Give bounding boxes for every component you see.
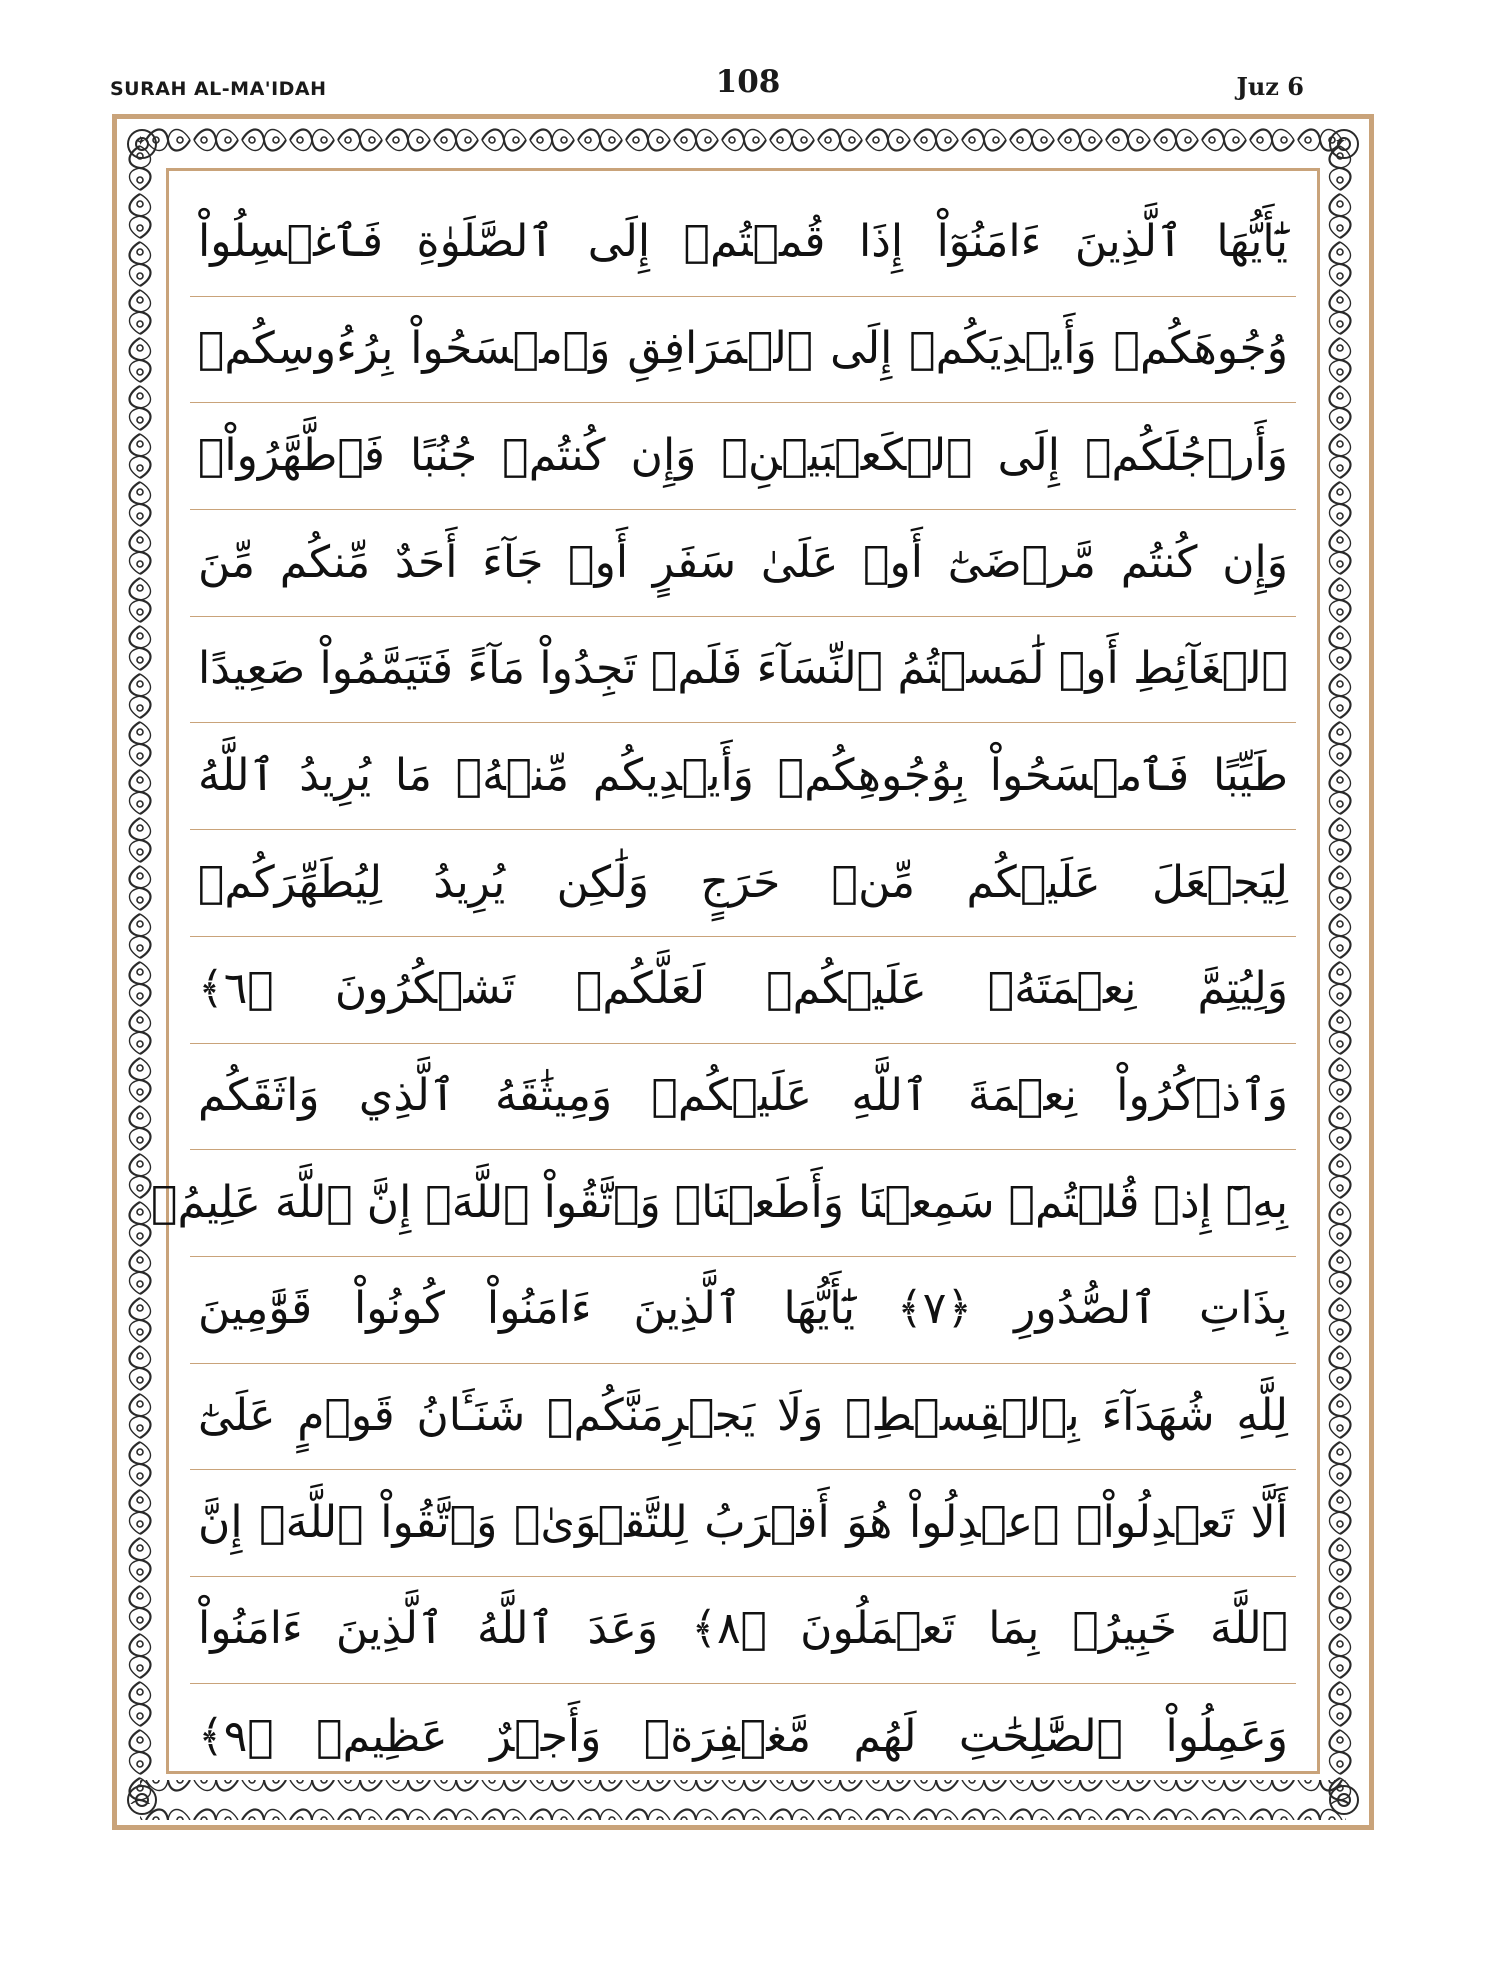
text-line <box>190 1044 1296 1151</box>
text-line <box>190 617 1296 724</box>
line-text: وَٱذۡكُرُواْ نِعۡمَةَ ٱللَّهِ عَلَيۡكُمۡ وَمِيثَٰقَهُ ٱلَّذِي وَاثَقَكُم <box>198 1069 1288 1121</box>
line-text: يَٰٓأَيُّهَا ٱلَّذِينَ ءَامَنُوٓاْ إِذَا قُمۡتُمۡ إِلَى ٱلصَّلَوٰةِ فَٱغۡسِلُواْ <box>198 216 1288 268</box>
line-text: وَأَرۡجُلَكُمۡ إِلَى ٱلۡكَعۡبَيۡنِۚ وَإِن كُنتُمۡ جُنُبًا فَٱطَّهَّرُواْۚ <box>198 429 1288 481</box>
text-line <box>190 830 1296 937</box>
line-text: وُجُوهَكُمۡ وَأَيۡدِيَكُمۡ إِلَى ٱلۡمَرَافِقِ وَٱمۡسَحُواْ بِرُءُوسِكُمۡ <box>198 323 1288 375</box>
text-line <box>190 937 1296 1044</box>
line-text: بِهِۦٓ إِذۡ قُلۡتُمۡ سَمِعۡنَا وَأَطَعۡنَاۖ وَٱتَّقُواْ ٱللَّهَۚ إِنَّ ٱللَّهَ عَلِيمُۢ <box>151 1176 1288 1228</box>
text-line <box>190 510 1296 617</box>
text-line <box>151 1150 1296 1257</box>
quran-text-block <box>151 190 1296 1790</box>
page-number: 108 <box>715 64 781 100</box>
line-text: ٱللَّهَ خَبِيرُۢ بِمَا تَعۡمَلُونَ ﴿٨﴾ وَعَدَ ٱللَّهُ ٱلَّذِينَ ءَامَنُواْ <box>198 1603 1288 1655</box>
line-text: ٱلۡغَآئِطِ أَوۡ لَٰمَسۡتُمُ ٱلنِّسَآءَ فَلَمۡ تَجِدُواْ مَآءً فَتَيَمَّمُواْ صَعِيدًا <box>198 643 1288 695</box>
text-line <box>190 723 1296 830</box>
line-text: وَعَمِلُواْ ٱلصَّٰلِحَٰتِ لَهُم مَّغۡفِرَةٞ وَأَجۡرٌ عَظِيمٞ ﴿٩﴾ <box>198 1710 1288 1762</box>
line-text: طَيِّبًا فَٱمۡسَحُواْ بِوُجُوهِكُمۡ وَأَيۡدِيكُم مِّنۡهُۚ مَا يُرِيدُ ٱللَّهُ <box>198 749 1288 801</box>
text-line <box>190 1470 1296 1577</box>
surah-name: SURAH AL-MA'IDAH <box>110 78 327 100</box>
line-text: لِلَّهِ شُهَدَآءَ بِٱلۡقِسۡطِۖ وَلَا يَجۡرِمَنَّكُمۡ شَنَـَٔانُ قَوۡمٍ عَلَىٰٓ <box>198 1390 1288 1441</box>
line-text: وَإِن كُنتُم مَّرۡضَىٰٓ أَوۡ عَلَىٰ سَفَرٍ أَوۡ جَآءَ أَحَدٌ مِّنكُم مِّنَ <box>198 536 1288 588</box>
text-line <box>190 1577 1296 1684</box>
text-line <box>190 190 1296 297</box>
text-line <box>190 1684 1296 1791</box>
line-text: بِذَاتِ ٱلصُّدُورِ ﴿٧﴾ يَٰٓأَيُّهَا ٱلَّذِينَ ءَامَنُواْ كُونُواْ قَوَّٰمِينَ <box>198 1283 1288 1335</box>
text-line <box>190 403 1296 510</box>
line-text: وَلِيُتِمَّ نِعۡمَتَهُۥ عَلَيۡكُمۡ لَعَلَّكُمۡ تَشۡكُرُونَ ﴿٦﴾ <box>198 963 1288 1015</box>
line-text: لِيَجۡعَلَ عَلَيۡكُم مِّنۡ حَرَجٍ وَلَٰكِن يُرِيدُ لِيُطَهِّرَكُمۡ <box>198 856 1288 908</box>
text-line <box>190 1364 1296 1471</box>
text-line <box>190 297 1296 404</box>
juz-label: Juz 6 <box>1236 72 1304 101</box>
line-text: أَلَّا تَعۡدِلُواْۚ ٱعۡدِلُواْ هُوَ أَقۡرَبُ لِلتَّقۡوَىٰۖ وَٱتَّقُواْ ٱللَّهَۚ إِنَّ <box>198 1496 1288 1548</box>
text-line <box>190 1257 1296 1364</box>
